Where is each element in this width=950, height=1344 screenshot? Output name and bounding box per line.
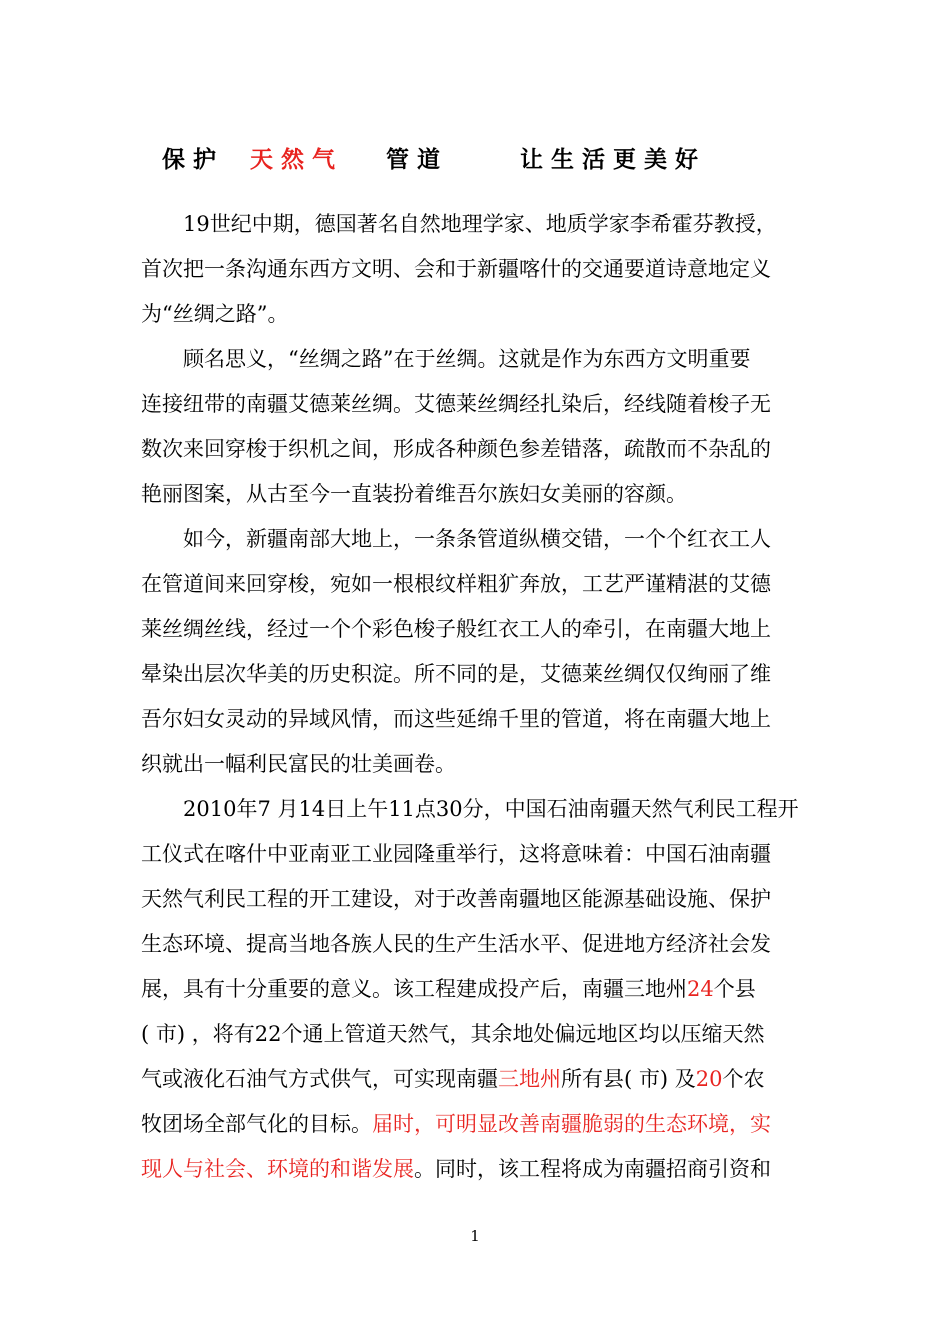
text-line: 天然气利民工程的开工建设，对于改善南疆地区能源基础设施、保护 bbox=[141, 887, 771, 911]
text-line: ( 市) ，将有22个通上管道天然气，其余地处偏远地区均以压缩天然 bbox=[141, 1022, 765, 1046]
article-body bbox=[141, 202, 811, 1192]
text-line: 首次把一条沟通东西方文明、会和于新疆喀什的交通要道诗意地定义 bbox=[141, 257, 771, 281]
text-line: 顾名思义，“丝绸之路”在于丝绸。这就是作为东西方文明重要 bbox=[141, 347, 751, 371]
highlight-text: 现人与社会、环境的和谐发展 bbox=[141, 1157, 414, 1181]
text-line: 如今，新疆南部大地上，一条条管道纵横交错，一个个红衣工人 bbox=[141, 527, 771, 551]
text-line: 为“丝绸之路”。 bbox=[141, 302, 289, 326]
title-highlight-natural-gas: 天 然 气 bbox=[250, 147, 336, 173]
title-part-4: 让 生 活 更 美 好 bbox=[520, 147, 699, 173]
paragraph-4 bbox=[141, 787, 811, 1192]
paragraph-1 bbox=[141, 202, 811, 337]
text-line: 晕染出层次华美的历史积淀。所不同的是，艾德莱丝绸仅仅绚丽了维 bbox=[141, 662, 771, 686]
text-line: 在管道间来回穿梭，宛如一根根纹样粗犷奔放，工艺严谨精湛的艾德 bbox=[141, 572, 771, 596]
text-line: 莱丝绸丝线，经过一个个彩色梭子般红衣工人的牵引，在南疆大地上 bbox=[141, 617, 771, 641]
text-fragment: 气或液化石油气方式供气，可实现南疆 bbox=[141, 1067, 498, 1091]
highlight-text: 三地州 bbox=[498, 1067, 561, 1091]
page-number: 1 bbox=[470, 1227, 480, 1245]
text-line: 19世纪中期，德国著名自然地理学家、地质学家李希霍芬教授， bbox=[141, 212, 777, 236]
highlight-text: 届时，可明显改善南疆脆弱的生态环境，实 bbox=[372, 1112, 771, 1136]
text-line: 艳丽图案，从古至今一直装扮着维吾尔族妇女美丽的容颜。 bbox=[141, 482, 687, 506]
text-line: 2010年7 月14日上午11点30分，中国石油南疆天然气利民工程开 bbox=[141, 797, 799, 821]
text-fragment: 。同时，该工程将成为南疆招商引资和 bbox=[414, 1157, 771, 1181]
text-line: 数次来回穿梭于织机之间，形成各种颜色参差错落，疏散而不杂乱的 bbox=[141, 437, 771, 461]
text-line: 吾尔妇女灵动的异域风情，而这些延绵千里的管道，将在南疆大地上 bbox=[141, 707, 771, 731]
text-fragment: 个农 bbox=[722, 1067, 765, 1091]
text-line: 连接纽带的南疆艾德莱丝绸。艾德莱丝绸经扎染后，经线随着梭子无 bbox=[141, 392, 771, 416]
title-part-1: 保 护 bbox=[162, 147, 217, 173]
text-fragment: 所有县( 市) 及 bbox=[561, 1067, 696, 1091]
text-fragment: 牧团场全部气化的目标。 bbox=[141, 1112, 372, 1136]
text-line: 展，具有十分重要的意义。该工程建成投产后，南疆三地州 bbox=[141, 977, 687, 1001]
highlight-text: 20 bbox=[695, 1067, 723, 1091]
title-part-3: 管 道 bbox=[386, 147, 441, 173]
paragraph-3 bbox=[141, 517, 811, 787]
text-fragment: 个县 bbox=[713, 977, 756, 1001]
highlight-text: 24 bbox=[687, 977, 714, 1001]
paragraph-2 bbox=[141, 337, 811, 517]
text-line: 工仪式在喀什中亚南亚工业园隆重举行，这将意味着：中国石油南疆 bbox=[141, 842, 771, 866]
text-line: 织就出一幅利民富民的壮美画卷。 bbox=[141, 752, 456, 776]
text-line: 生态环境、提高当地各族人民的生产生活水平、促进地方经济社会发 bbox=[141, 932, 771, 956]
